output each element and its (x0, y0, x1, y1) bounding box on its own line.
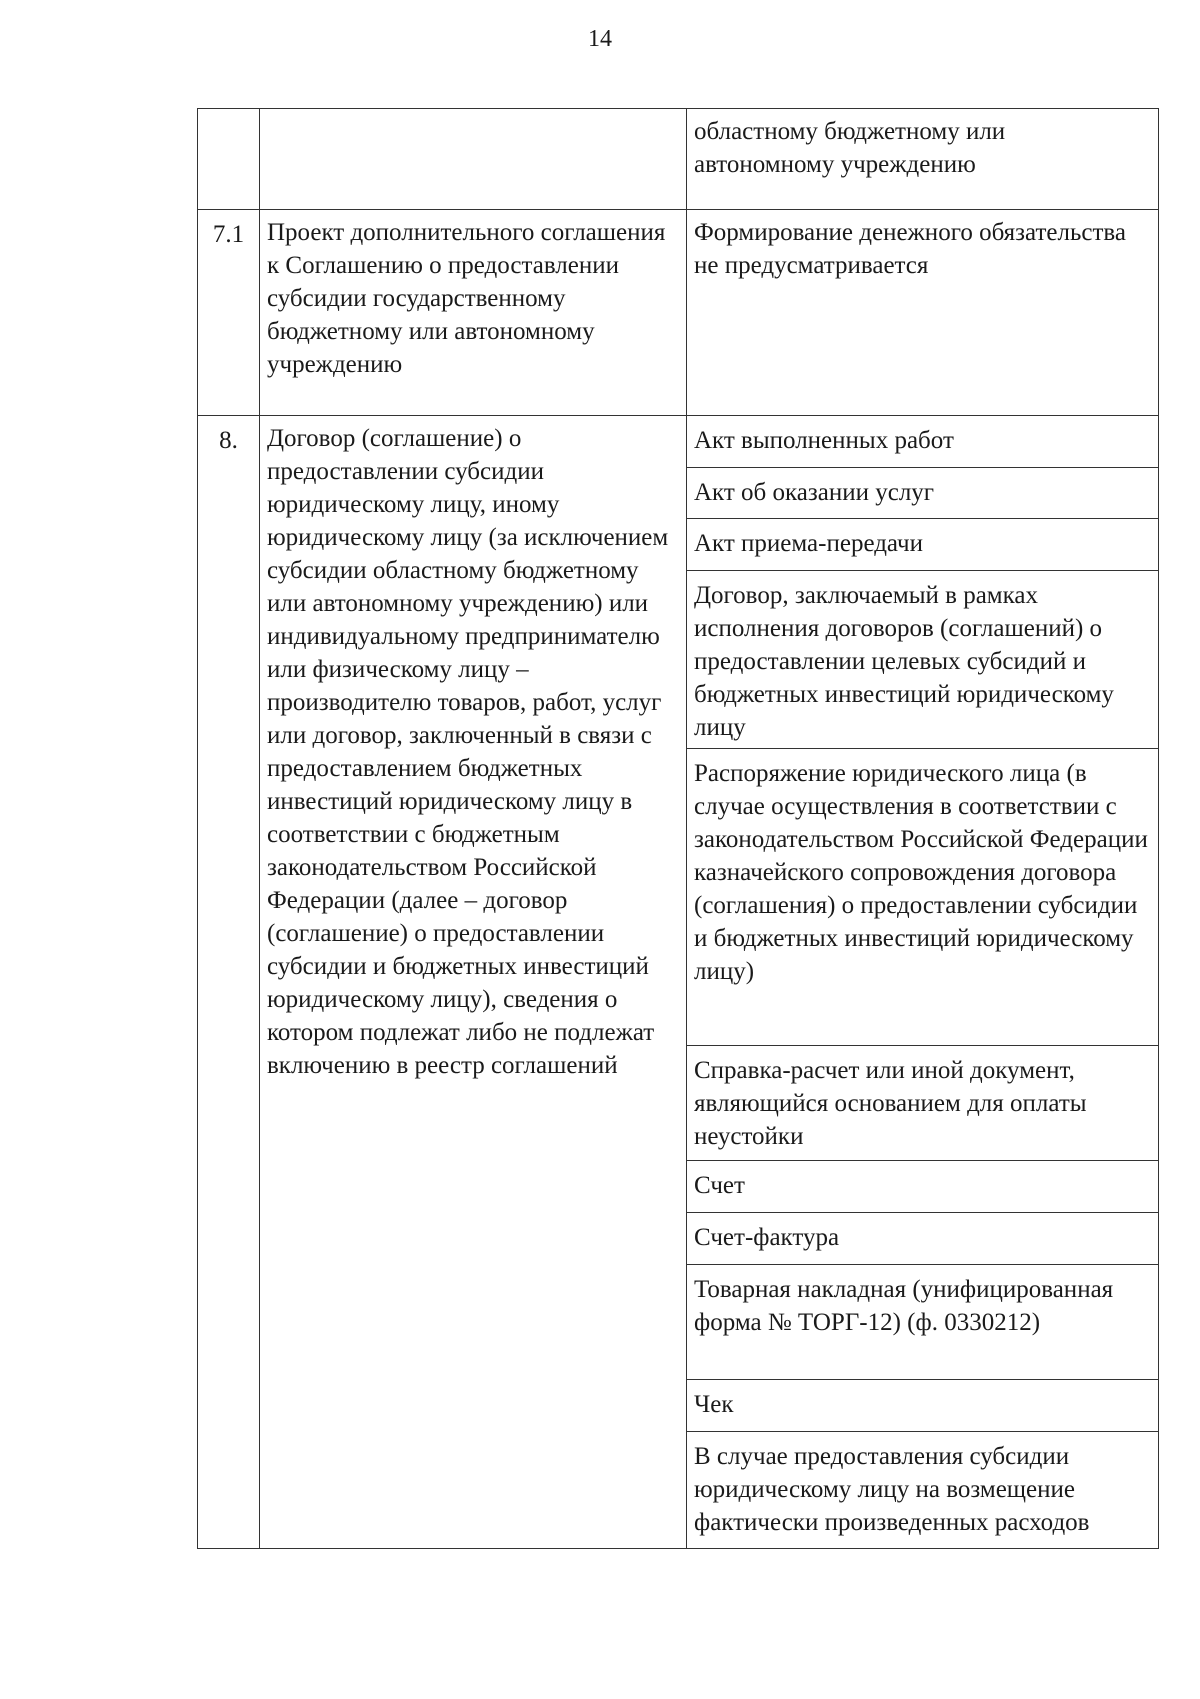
row-number (198, 109, 260, 210)
document-cell (260, 109, 687, 210)
result-item: Договор, заключаемый в рамках исполнения договоров (соглашений) о предоставлении целевых субсидий и бюджетных инвестиций юридическому лицу (687, 571, 1158, 749)
result-item: Акт выполненных работ (687, 416, 1158, 468)
page-number: 14 (588, 26, 612, 52)
table-row (198, 416, 1159, 1549)
result-cell: областному бюджетному или автономному учреждению (687, 109, 1159, 210)
result-item: Товарная накладная (унифицированная форма № ТОРГ-12) (ф. 0330212) (687, 1265, 1158, 1380)
result-item: Распоряжение юридического лица (в случае осуществления в соответствии с законодательством Российской Федерации казначейского сопровождения договора (соглашения) о предоставлении субсидии и бюджетных инвестиций юридическому лицу) (687, 749, 1158, 1046)
row-number: 8. (198, 416, 260, 1549)
result-item: Акт приема-передачи (687, 519, 1158, 571)
result-item: В случае предоставления субсидии юридическому лицу на возмещение фактически произведенных расходов (694, 1443, 1090, 1536)
result-item: Чек (687, 1380, 1158, 1432)
table-row (198, 210, 1159, 416)
document-cell: Проект дополнительного соглашения к Соглашению о предоставлении субсидии государственному бюджетному или автономному учреждению (260, 210, 687, 416)
result-item: Акт об оказании услуг (687, 468, 1158, 519)
documents-table (197, 108, 1159, 1549)
result-item: Справка-расчет или иной документ, являющийся основанием для оплаты неустойки (687, 1046, 1158, 1161)
result-list-cell (687, 416, 1159, 1549)
document-cell: Договор (соглашение) о предоставлении субсидии юридическому лицу, иному юридическому лицу (за исключением субсидии областному бюджетному или автономному учреждению) или индивидуальному предпринимателю или физическому лицу – производителю товаров, работ, услуг или договор, заключенный в связи с предоставлением бюджетных инвестиций юридическому лицу в соответствии с бюджетным законодательством Российской Федерации (далее – договор (соглашение) о предоставлении субсидии и бюджетных инвестиций юридическому лицу), сведения о котором подлежат либо не подлежат включению в реестр соглашений (260, 416, 687, 1549)
result-list (687, 416, 1158, 1548)
table-row (198, 109, 1159, 210)
row-number: 7.1 (198, 210, 260, 416)
result-item: Счет-фактура (687, 1213, 1158, 1265)
result-item: Счет (687, 1161, 1158, 1213)
result-cell: Формирование денежного обязательства не предусматривается (687, 210, 1159, 416)
